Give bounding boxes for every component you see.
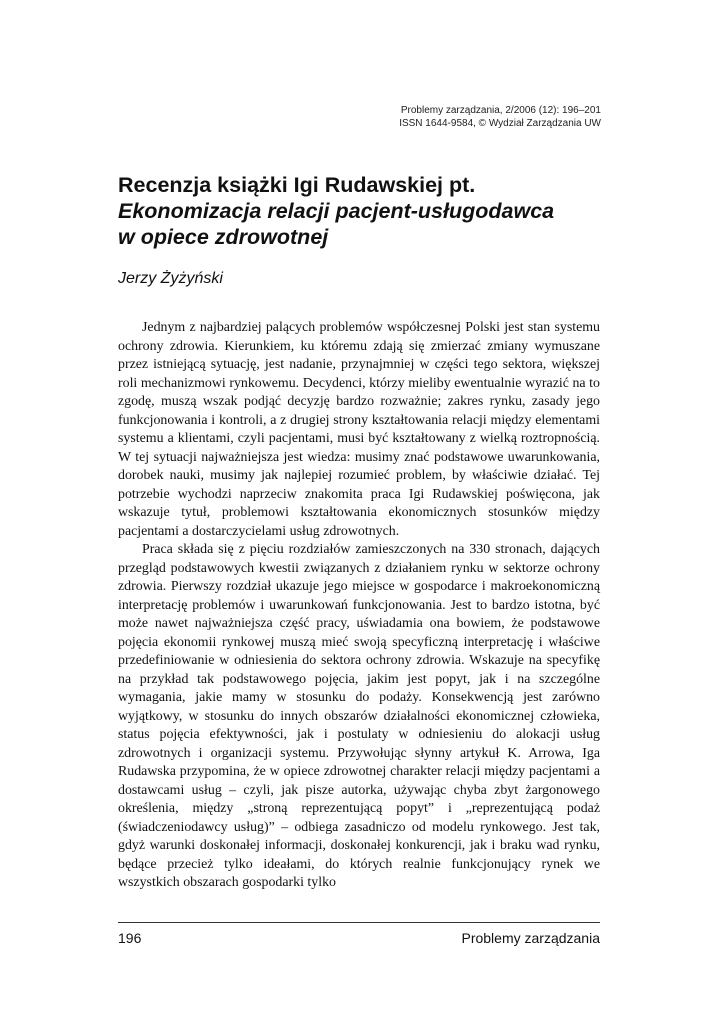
- journal-header: [399, 104, 601, 130]
- body-paragraph-1: Jednym z najbardziej palących problemów współczesnej Polski jest stan systemu ochrony zdrowia. Kierunkiem, ku któremu zdają się zmierzać zmiany wymuszane przez istniejącą sytuację, jest nadanie, przynajmniej w części tego sektora, większej roli mechanizmowi rynkowemu. Decydenci, którzy mieliby ewentualnie wyrazić na to zgodę, muszą wszak podjąć decyzję bardzo rozważnie; zakres rynku, zasady jego funkcjonowania i kontroli, a z drugiej strony kształtowania relacji między elementami systemu a klientami, czyli pacjentami, musi być kształtowany z wielką roztropnością. W tej sytuacji najważniejsza jest wiedza: musimy znać podstawowe uwarunkowania, dorobek nauki, musimy jak najlepiej rozumieć problem, by właściwie działać. Tej potrzebie wychodzi naprzeciw znakomita praca Igi Rudawskiej poświęcona, jak wskazuje tytuł, problemowi kształtowania ekonomicznych stosunków między pacjentami a dostarczycielami usług zdrowotnych.: [118, 320, 600, 539]
- citation-line: Problemy zarządzania, 2/2006 (12): 196–201: [400, 105, 601, 116]
- journal-name: Problemy zarządzania: [461, 930, 600, 946]
- title-line-2: Ekonomizacja relacji pacjent-usługodawca: [118, 199, 555, 223]
- body-paragraph-2: Praca składa się z pięciu rozdziałów zamieszczonych na 330 stronach, dających przegląd podstawowych kwestii związanych z działaniem rynku w sektorze ochrony zdrowia. Pierwszy rozdział ukazuje jego miejsce w gospodarce i makroekonomiczną interpretację problemów i uwarunkowań funkcjonowania. Jest to bardzo istotna, być może nawet najważniejsza część pracy, uświadamia ona bowiem, że podstawowe pojęcia ekonomii rynkowej muszą mieć swoją specyficzną interpretację i właściwe przedefiniowanie w odniesienia do sektora ochrony zdrowia. Wskazuje na specyfikę na przykład tak podstawowego pojęcia, jakim jest popyt, jak i na szczególne wymagania, jakie mamy w stosunku do podaży. Konsekwencją jest zarówno wyjątkowy, w stosunku do innych obszarów działalności ekonomicznej człowieka, status pojęcia efektywności, jak i postulaty w odniesieniu do alokacji usług zdrowotnych i organizacji systemu. Przywołując słynny artykuł K. Arrowa, Iga Rudawska przypomina, że w opiece zdrowotnej charakter relacji między pacjentami a dostawcami usług – czyli, jak pisze autorka, używając chyba zbyt żargonowego określenia, między „stroną reprezentującą popyt” i „reprezentującą podaż (świadczeniodawcy usług)” – odbiega zasadniczo od modelu rynkowego. Jest tak, gdyż warunki doskonałej informacji, doskonałej konkurencji, jak i braku wad rynku, będące przecież tylko ideałami, do których realnie funkcjonujący rynek we wszystkich obszarach gospodarki tylko: [118, 542, 600, 891]
- title-line-1: Recenzja książki Igi Rudawskiej pt.: [118, 173, 476, 197]
- article-title: [118, 172, 618, 250]
- article-author: Jerzy Żyżyński: [118, 270, 223, 287]
- footer-rule: [118, 922, 600, 923]
- article-body: [118, 319, 600, 893]
- title-line-3: w opiece zdrowotnej: [118, 225, 329, 249]
- page-number: 196: [118, 930, 142, 946]
- issn-line: ISSN 1644-9584, © Wydział Zarządzania UW: [399, 118, 601, 129]
